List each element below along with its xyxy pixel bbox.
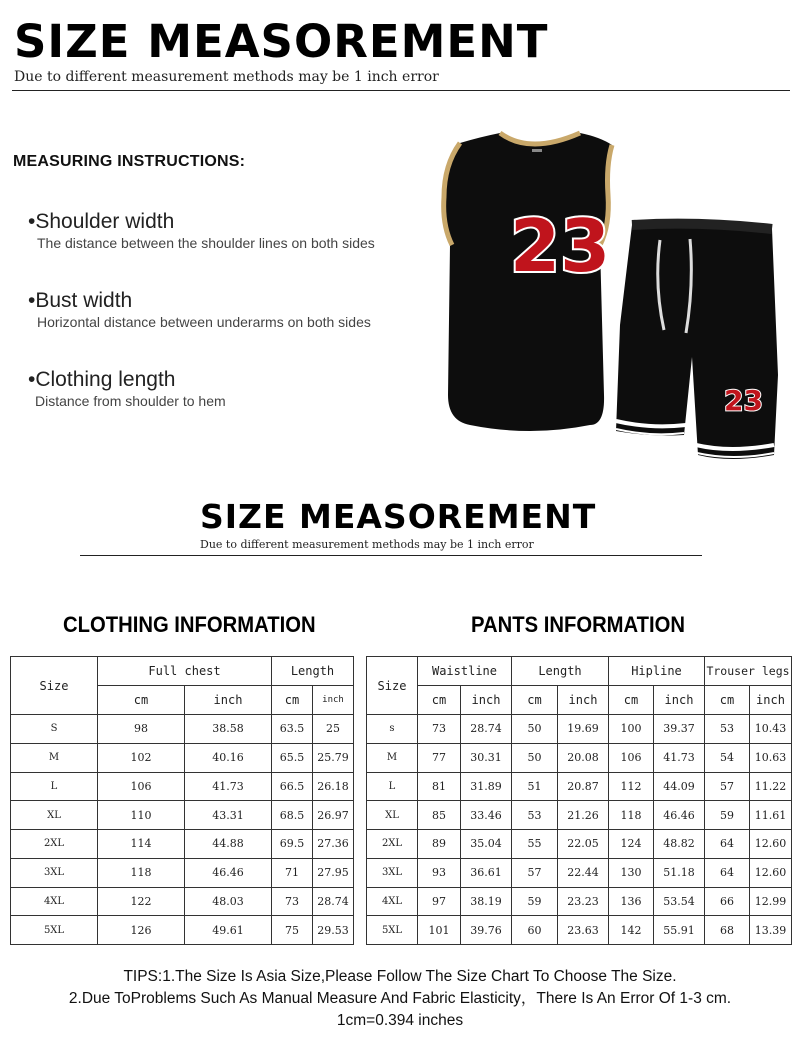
value-cell: 22.05 bbox=[558, 830, 609, 859]
unit-header: cm bbox=[609, 686, 654, 715]
table-row bbox=[367, 916, 792, 945]
value-cell: 114 bbox=[98, 830, 185, 859]
value-cell: 44.09 bbox=[654, 772, 705, 801]
value-cell: 110 bbox=[98, 801, 185, 830]
value-cell: 43.31 bbox=[185, 801, 272, 830]
value-cell: 12.60 bbox=[750, 830, 792, 859]
size-header: Size bbox=[367, 657, 418, 715]
jersey-number: 23 bbox=[510, 204, 611, 288]
value-cell: 39.37 bbox=[654, 715, 705, 744]
unit-header: cm bbox=[98, 686, 185, 715]
instruction-desc: Horizontal distance between underarms on both sides bbox=[37, 314, 371, 330]
value-cell: 85 bbox=[418, 801, 461, 830]
section-subtitle: Due to different measurement methods may be 1 inch error bbox=[200, 538, 534, 551]
table-row bbox=[11, 916, 354, 945]
value-cell: 65.5 bbox=[272, 743, 313, 772]
pants-size-table bbox=[366, 656, 792, 945]
size-cell: M bbox=[367, 743, 418, 772]
col-group-header: Waistline bbox=[418, 657, 512, 686]
value-cell: 118 bbox=[98, 858, 185, 887]
value-cell: 10.43 bbox=[750, 715, 792, 744]
unit-header: inch bbox=[558, 686, 609, 715]
unit-header: inch bbox=[654, 686, 705, 715]
size-cell: 5XL bbox=[367, 916, 418, 945]
table-row bbox=[11, 772, 354, 801]
size-cell: M bbox=[11, 743, 98, 772]
value-cell: 20.87 bbox=[558, 772, 609, 801]
size-cell: 3XL bbox=[367, 858, 418, 887]
size-header: Size bbox=[11, 657, 98, 715]
value-cell: 112 bbox=[609, 772, 654, 801]
instruction-clothing-length bbox=[28, 368, 226, 410]
tip-line: TIPS:1.The Size Is Asia Size,Please Follow The Size Chart To Choose The Size. bbox=[123, 968, 677, 985]
value-cell: 106 bbox=[609, 743, 654, 772]
value-cell: 25.79 bbox=[313, 743, 354, 772]
instructions-title: MEASURING INSTRUCTIONS: bbox=[13, 153, 246, 170]
header-divider bbox=[12, 90, 790, 91]
value-cell: 28.74 bbox=[461, 715, 512, 744]
value-cell: 89 bbox=[418, 830, 461, 859]
clothing-size-table bbox=[10, 656, 354, 945]
value-cell: 33.46 bbox=[461, 801, 512, 830]
page-subtitle: Due to different measurement methods may be 1 inch error bbox=[14, 69, 439, 85]
value-cell: 118 bbox=[609, 801, 654, 830]
value-cell: 19.69 bbox=[558, 715, 609, 744]
value-cell: 68.5 bbox=[272, 801, 313, 830]
value-cell: 36.61 bbox=[461, 858, 512, 887]
value-cell: 41.73 bbox=[654, 743, 705, 772]
unit-header: cm bbox=[512, 686, 558, 715]
value-cell: 40.16 bbox=[185, 743, 272, 772]
value-cell: 10.63 bbox=[750, 743, 792, 772]
value-cell: 51 bbox=[512, 772, 558, 801]
table-row bbox=[11, 743, 354, 772]
value-cell: 38.58 bbox=[185, 715, 272, 744]
value-cell: 46.46 bbox=[185, 858, 272, 887]
clothing-rows bbox=[11, 715, 354, 945]
value-cell: 57 bbox=[705, 772, 750, 801]
unit-header: cm bbox=[705, 686, 750, 715]
value-cell: 11.22 bbox=[750, 772, 792, 801]
value-cell: 50 bbox=[512, 715, 558, 744]
value-cell: 102 bbox=[98, 743, 185, 772]
value-cell: 66.5 bbox=[272, 772, 313, 801]
value-cell: 35.04 bbox=[461, 830, 512, 859]
instruction-label: •Bust width bbox=[28, 289, 133, 312]
unit-header: inch bbox=[185, 686, 272, 715]
shorts-image bbox=[616, 224, 778, 459]
unit-header: cm bbox=[272, 686, 313, 715]
shorts-number: 23 bbox=[724, 384, 763, 417]
value-cell: 44.88 bbox=[185, 830, 272, 859]
value-cell: 98 bbox=[98, 715, 185, 744]
instruction-desc: Distance from shoulder to hem bbox=[35, 393, 226, 409]
value-cell: 49.61 bbox=[185, 916, 272, 945]
value-cell: 66 bbox=[705, 887, 750, 916]
instruction-label: •Shoulder width bbox=[28, 210, 175, 233]
value-cell: 27.36 bbox=[313, 830, 354, 859]
col-group-header: Full chest bbox=[98, 657, 272, 686]
unit-header: inch bbox=[461, 686, 512, 715]
value-cell: 126 bbox=[98, 916, 185, 945]
unit-header: cm bbox=[418, 686, 461, 715]
value-cell: 12.99 bbox=[750, 887, 792, 916]
value-cell: 68 bbox=[705, 916, 750, 945]
value-cell: 124 bbox=[609, 830, 654, 859]
table-row bbox=[11, 858, 354, 887]
value-cell: 23.63 bbox=[558, 916, 609, 945]
size-cell: XL bbox=[367, 801, 418, 830]
value-cell: 75 bbox=[272, 916, 313, 945]
value-cell: 101 bbox=[418, 916, 461, 945]
value-cell: 29.53 bbox=[313, 916, 354, 945]
value-cell: 59 bbox=[705, 801, 750, 830]
unit-header: inch bbox=[750, 686, 792, 715]
value-cell: 69.5 bbox=[272, 830, 313, 859]
table-row bbox=[367, 801, 792, 830]
table-row bbox=[367, 858, 792, 887]
page-title: SIZE MEASOREMENT bbox=[14, 15, 549, 68]
table-row bbox=[367, 887, 792, 916]
instruction-label: •Clothing length bbox=[28, 368, 176, 391]
value-cell: 20.08 bbox=[558, 743, 609, 772]
table-row bbox=[367, 715, 792, 744]
value-cell: 106 bbox=[98, 772, 185, 801]
product-illustration bbox=[440, 125, 790, 470]
pants-rows bbox=[367, 715, 792, 945]
section-title: SIZE MEASOREMENT bbox=[200, 497, 597, 536]
value-cell: 53.54 bbox=[654, 887, 705, 916]
col-group-header: Length bbox=[512, 657, 609, 686]
size-cell: 4XL bbox=[367, 887, 418, 916]
value-cell: 93 bbox=[418, 858, 461, 887]
value-cell: 100 bbox=[609, 715, 654, 744]
size-cell: XL bbox=[11, 801, 98, 830]
value-cell: 142 bbox=[609, 916, 654, 945]
size-cell: S bbox=[11, 715, 98, 744]
value-cell: 55 bbox=[512, 830, 558, 859]
size-cell: 2XL bbox=[11, 830, 98, 859]
value-cell: 73 bbox=[418, 715, 461, 744]
value-cell: 57 bbox=[512, 858, 558, 887]
value-cell: 28.74 bbox=[313, 887, 354, 916]
value-cell: 39.76 bbox=[461, 916, 512, 945]
value-cell: 12.60 bbox=[750, 858, 792, 887]
value-cell: 30.31 bbox=[461, 743, 512, 772]
value-cell: 60 bbox=[512, 916, 558, 945]
instruction-bust-width bbox=[28, 289, 371, 331]
value-cell: 63.5 bbox=[272, 715, 313, 744]
value-cell: 50 bbox=[512, 743, 558, 772]
value-cell: 54 bbox=[705, 743, 750, 772]
value-cell: 27.95 bbox=[313, 858, 354, 887]
table-row bbox=[11, 830, 354, 859]
value-cell: 71 bbox=[272, 858, 313, 887]
col-group-header: Length bbox=[272, 657, 354, 686]
instruction-desc: The distance between the shoulder lines on both sides bbox=[37, 235, 375, 251]
value-cell: 48.82 bbox=[654, 830, 705, 859]
table-row bbox=[367, 743, 792, 772]
value-cell: 26.18 bbox=[313, 772, 354, 801]
section-divider bbox=[80, 555, 702, 556]
instruction-shoulder-width bbox=[28, 210, 375, 252]
col-group-header: Trouser legs bbox=[705, 657, 792, 686]
size-cell: s bbox=[367, 715, 418, 744]
table-row bbox=[367, 772, 792, 801]
size-cell: 3XL bbox=[11, 858, 98, 887]
size-cell: 4XL bbox=[11, 887, 98, 916]
size-cell: L bbox=[11, 772, 98, 801]
value-cell: 136 bbox=[609, 887, 654, 916]
value-cell: 21.26 bbox=[558, 801, 609, 830]
value-cell: 64 bbox=[705, 858, 750, 887]
value-cell: 11.61 bbox=[750, 801, 792, 830]
value-cell: 53 bbox=[512, 801, 558, 830]
value-cell: 23.23 bbox=[558, 887, 609, 916]
value-cell: 22.44 bbox=[558, 858, 609, 887]
unit-header: inch bbox=[313, 686, 354, 715]
tip-line: 2.Due ToProblems Such As Manual Measure And Fabric Elasticity，There Is An Error Of 1-3 cm. bbox=[68, 990, 732, 1007]
jersey-image bbox=[442, 133, 612, 431]
size-cell: 5XL bbox=[11, 916, 98, 945]
value-cell: 13.39 bbox=[750, 916, 792, 945]
value-cell: 81 bbox=[418, 772, 461, 801]
value-cell: 46.46 bbox=[654, 801, 705, 830]
value-cell: 130 bbox=[609, 858, 654, 887]
col-group-header: Hipline bbox=[609, 657, 705, 686]
tip-line: 1cm=0.394 inches bbox=[336, 1012, 464, 1029]
value-cell: 38.19 bbox=[461, 887, 512, 916]
value-cell: 31.89 bbox=[461, 772, 512, 801]
size-cell: L bbox=[367, 772, 418, 801]
value-cell: 77 bbox=[418, 743, 461, 772]
size-cell: 2XL bbox=[367, 830, 418, 859]
value-cell: 26.97 bbox=[313, 801, 354, 830]
value-cell: 97 bbox=[418, 887, 461, 916]
tips-block bbox=[0, 966, 800, 1032]
table-row bbox=[11, 715, 354, 744]
value-cell: 64 bbox=[705, 830, 750, 859]
clothing-info-title: CLOTHING INFORMATION bbox=[63, 612, 316, 637]
table-row bbox=[11, 801, 354, 830]
value-cell: 59 bbox=[512, 887, 558, 916]
value-cell: 25 bbox=[313, 715, 354, 744]
pants-info-title: PANTS INFORMATION bbox=[471, 612, 686, 637]
value-cell: 53 bbox=[705, 715, 750, 744]
value-cell: 55.91 bbox=[654, 916, 705, 945]
value-cell: 41.73 bbox=[185, 772, 272, 801]
value-cell: 73 bbox=[272, 887, 313, 916]
value-cell: 48.03 bbox=[185, 887, 272, 916]
table-row bbox=[11, 887, 354, 916]
value-cell: 51.18 bbox=[654, 858, 705, 887]
table-row bbox=[367, 830, 792, 859]
value-cell: 122 bbox=[98, 887, 185, 916]
